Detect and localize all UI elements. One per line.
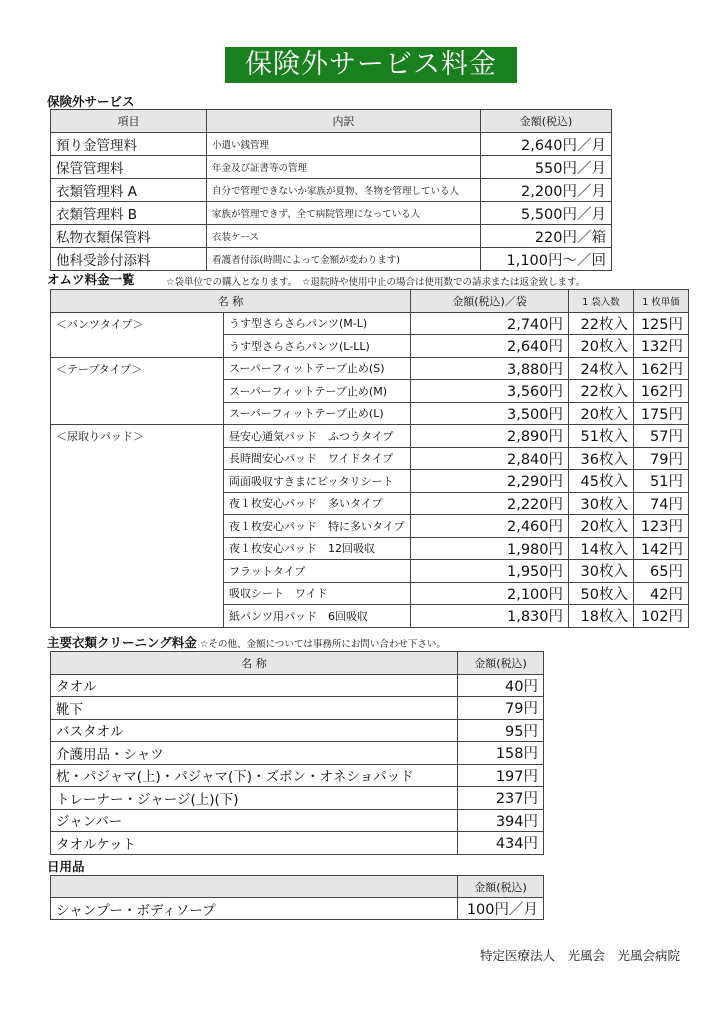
page-title: 保険外サービス料金: [225, 47, 517, 83]
diaper-count: 20枚入: [569, 402, 634, 425]
service-detail: 看護者付添(時間によって金額が変わります): [207, 248, 481, 271]
diaper-unit-price: 162円: [634, 357, 689, 380]
services-table: [50, 109, 612, 271]
diaper-count: 36枚入: [569, 447, 634, 470]
service-price: 1,100円～／回: [481, 248, 612, 271]
diaper-unit-price: 42円: [634, 582, 689, 605]
daily-heading: 日用品: [47, 859, 85, 874]
diaper-count: 18枚入: [569, 605, 634, 628]
cleaning-note: ☆その他、金額については事務所にお問い合わせ下さい。: [200, 639, 446, 650]
diaper-count: 50枚入: [569, 582, 634, 605]
diaper-count: 45枚入: [569, 470, 634, 493]
service-item: 衣類管理料 A: [51, 179, 207, 202]
diaper-name: 夜１枚安心パッド 多いタイプ: [224, 492, 411, 515]
cleaning-price: 394円: [458, 809, 544, 832]
service-detail: 年金及び証書等の管理: [207, 156, 481, 179]
cleaning-item: タオル: [51, 674, 458, 697]
diapers-heading: オムツ料金一覧: [47, 272, 135, 287]
col-item-header: 項目: [51, 110, 207, 133]
table-row: [51, 787, 544, 810]
services-rows: [51, 133, 612, 271]
col-name-header: 名 称: [51, 290, 411, 313]
table-row: [51, 898, 544, 920]
diaper-name: 両面吸収すきまにピッタリシート: [224, 470, 411, 493]
diaper-unit-price: 79円: [634, 447, 689, 470]
diaper-unit-price: 132円: [634, 335, 689, 358]
table-row: [51, 156, 612, 179]
diaper-name: 夜１枚安心パッド 12回吸収: [224, 537, 411, 560]
diaper-name: 昼安心通気パッド ふつうタイプ: [224, 425, 411, 448]
services-heading: 保険外サービス: [47, 94, 135, 109]
service-detail: 家族が管理できず、全て病院管理になっている人: [207, 202, 481, 225]
table-row: [51, 809, 544, 832]
table-row: [51, 133, 612, 156]
diaper-unit-price: 123円: [634, 515, 689, 538]
service-price: 220円／箱: [481, 225, 612, 248]
diaper-bag-price: 2,890円: [411, 425, 569, 448]
diapers-header-row: [51, 290, 689, 313]
diaper-unit-price: 65円: [634, 560, 689, 583]
cleaning-item: 介護用品・シャツ: [51, 742, 458, 765]
service-item: 衣類管理料 B: [51, 202, 207, 225]
service-item: 私物衣類保管料: [51, 225, 207, 248]
diaper-name: スーパーフィットテープ止め(S): [224, 357, 411, 380]
table-row: [51, 248, 612, 271]
diaper-name: 吸収シート ワイド: [224, 582, 411, 605]
diaper-bag-price: 3,880円: [411, 357, 569, 380]
diaper-count: 22枚入: [569, 312, 634, 335]
table-row: [51, 697, 544, 720]
cleaning-item: トレーナー・ジャージ(上)(下): [51, 787, 458, 810]
cleaning-price: 434円: [458, 832, 544, 855]
cleaning-price: 95円: [458, 719, 544, 742]
diaper-name: うす型さらさらパンツ(L-LL): [224, 335, 411, 358]
cleaning-item: 靴下: [51, 697, 458, 720]
daily-item: シャンプー・ボディソープ: [51, 898, 458, 920]
col-unit-header: 1 枚単価: [634, 290, 689, 313]
diapers-table: [50, 289, 689, 628]
cleaning-header-row: [51, 652, 544, 675]
diaper-bag-price: 3,560円: [411, 380, 569, 403]
diaper-bag-price: 1,950円: [411, 560, 569, 583]
diaper-count: 24枚入: [569, 357, 634, 380]
diaper-unit-price: 51円: [634, 470, 689, 493]
daily-price: 100円／月: [458, 898, 544, 920]
service-detail: 小遣い銭管理: [207, 133, 481, 156]
table-row: [51, 225, 612, 248]
diaper-unit-price: 175円: [634, 402, 689, 425]
diaper-bag-price: 2,290円: [411, 470, 569, 493]
diaper-name: スーパーフィットテープ止め(L): [224, 402, 411, 425]
diaper-unit-price: 125円: [634, 312, 689, 335]
diaper-count: 20枚入: [569, 515, 634, 538]
cleaning-price: 158円: [458, 742, 544, 765]
diaper-count: 20枚入: [569, 335, 634, 358]
cleaning-price: 40円: [458, 674, 544, 697]
col-count-header: 1 袋入数: [569, 290, 634, 313]
diaper-bag-price: 2,840円: [411, 447, 569, 470]
services-header-row: [51, 110, 612, 133]
col-price-header: 金額(税込): [481, 110, 612, 133]
diaper-bag-price: 2,220円: [411, 492, 569, 515]
diaper-unit-price: 162円: [634, 380, 689, 403]
diaper-bag-price: 2,460円: [411, 515, 569, 538]
service-item: 他科受診付添料: [51, 248, 207, 271]
diaper-unit-price: 57円: [634, 425, 689, 448]
diaper-bag-price: 2,740円: [411, 312, 569, 335]
col-detail-header: 内訳: [207, 110, 481, 133]
diaper-name: 夜１枚安心パッド 特に多いタイプ: [224, 515, 411, 538]
cleaning-table: [50, 651, 544, 855]
diaper-name: フラットタイプ: [224, 560, 411, 583]
cleaning-item: ジャンバー: [51, 809, 458, 832]
cleaning-price: 197円: [458, 764, 544, 787]
col-price-header: 金額(税込): [458, 876, 544, 898]
service-price: 5,500円／月: [481, 202, 612, 225]
cleaning-rows: [51, 674, 544, 854]
table-row: [51, 312, 689, 335]
service-item: 保管管理料: [51, 156, 207, 179]
diaper-count: 30枚入: [569, 492, 634, 515]
diaper-group-label: ＜尿取りパッド＞: [51, 425, 224, 628]
diaper-count: 30枚入: [569, 560, 634, 583]
table-row: [51, 425, 689, 448]
diapers-rows: [51, 312, 689, 627]
col-name-header: 名 称: [51, 652, 458, 675]
service-price: 2,200円／月: [481, 179, 612, 202]
service-price: 550円／月: [481, 156, 612, 179]
diaper-name: 紙パンツ用パッド 6回吸収: [224, 605, 411, 628]
diaper-count: 51枚入: [569, 425, 634, 448]
diaper-bag-price: 1,830円: [411, 605, 569, 628]
diaper-bag-price: 1,980円: [411, 537, 569, 560]
service-item: 預り金管理料: [51, 133, 207, 156]
cleaning-price: 79円: [458, 697, 544, 720]
cleaning-item: タオルケット: [51, 832, 458, 855]
table-row: [51, 719, 544, 742]
diaper-name: スーパーフィットテープ止め(M): [224, 380, 411, 403]
daily-header-row: [51, 876, 544, 898]
daily-rows: [51, 898, 544, 920]
col-bag-price-header: 金額(税込)／袋: [411, 290, 569, 313]
col-blank-header: [51, 876, 458, 898]
diaper-name: 長時間安心パッド ワイドタイプ: [224, 447, 411, 470]
footer-organization: 特定医療法人 光風会 光風会病院: [479, 948, 680, 963]
diaper-unit-price: 102円: [634, 605, 689, 628]
daily-table: [50, 875, 544, 920]
diaper-unit-price: 142円: [634, 537, 689, 560]
cleaning-price: 237円: [458, 787, 544, 810]
table-row: [51, 179, 612, 202]
diaper-bag-price: 2,640円: [411, 335, 569, 358]
table-row: [51, 764, 544, 787]
table-row: [51, 674, 544, 697]
service-price: 2,640円／月: [481, 133, 612, 156]
diaper-count: 22枚入: [569, 380, 634, 403]
table-row: [51, 202, 612, 225]
service-detail: 自分で管理できないか家族が夏物、冬物を管理している人: [207, 179, 481, 202]
service-detail: 衣装ケース: [207, 225, 481, 248]
diaper-name: うす型さらさらパンツ(M-L): [224, 312, 411, 335]
diaper-bag-price: 2,100円: [411, 582, 569, 605]
table-row: [51, 832, 544, 855]
cleaning-item: バスタオル: [51, 719, 458, 742]
col-price-header: 金額(税込): [458, 652, 544, 675]
diaper-count: 14枚入: [569, 537, 634, 560]
table-row: [51, 357, 689, 380]
diaper-group-label: ＜テープタイプ＞: [51, 357, 224, 425]
diaper-bag-price: 3,500円: [411, 402, 569, 425]
cleaning-heading: 主要衣類クリーニング料金: [47, 635, 197, 650]
diaper-unit-price: 74円: [634, 492, 689, 515]
cleaning-item: 枕・パジャマ(上)・パジャマ(下)・ズボン・オネショパッド: [51, 764, 458, 787]
diapers-note: ☆袋単位での購入となります。 ☆退院時や使用中止の場合は使用数での請求または返金致します。: [166, 277, 586, 288]
table-row: [51, 742, 544, 765]
diaper-group-label: ＜パンツタイプ＞: [51, 312, 224, 357]
